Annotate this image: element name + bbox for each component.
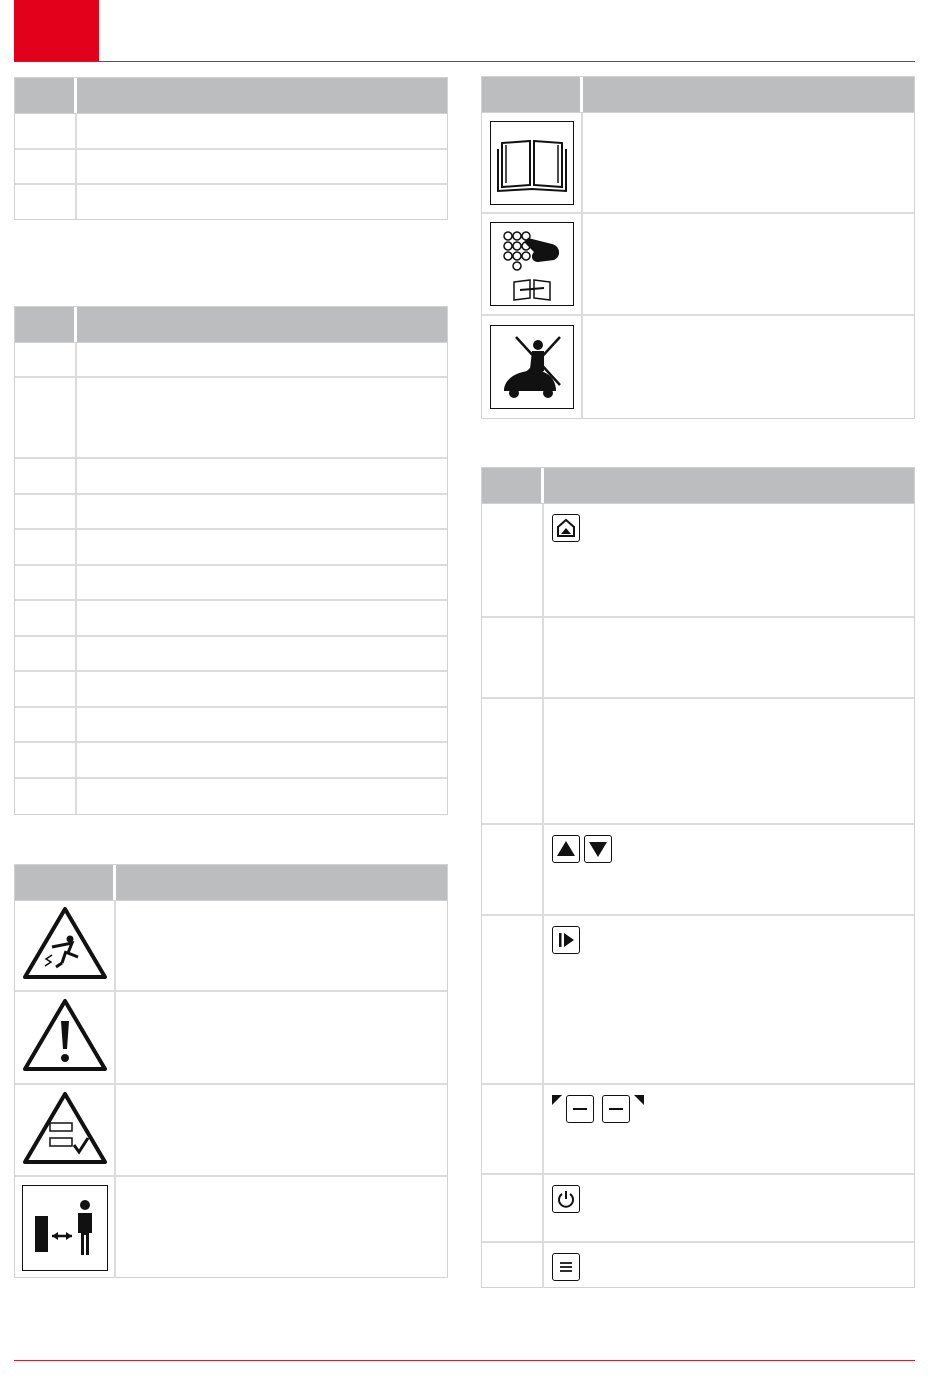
table-row: [15, 708, 447, 743]
table-2: [14, 306, 448, 815]
start-button-icon: [552, 926, 580, 954]
table-header: [15, 307, 447, 343]
table-4-product-symbols: [481, 76, 915, 419]
operators-manual-icon: [490, 121, 574, 205]
table-row: [15, 566, 447, 601]
table-row: [482, 916, 914, 1085]
table-row: [15, 150, 447, 185]
table-row: [482, 825, 914, 916]
table-header: [482, 77, 914, 113]
table-row: [482, 1175, 914, 1243]
table-row: [15, 672, 447, 708]
header-rule: [14, 61, 915, 62]
table-row: [482, 113, 914, 214]
table-row: [482, 699, 914, 825]
footer-rule: [14, 1360, 915, 1361]
table-row: [15, 992, 447, 1085]
menu-button-icon: [552, 1253, 580, 1281]
table-row: [482, 1243, 914, 1288]
keep-safe-distance-icon: [22, 1185, 108, 1271]
chapter-tab: [14, 0, 99, 62]
table-row: [15, 114, 447, 150]
table-row: [15, 1085, 447, 1177]
home-button-icon: [552, 514, 580, 542]
read-instructions-warning-icon: [22, 1090, 108, 1171]
table-1: [14, 77, 448, 220]
electrical-shock-warning-icon: [22, 905, 108, 986]
table-header: [482, 468, 914, 504]
table-row: [15, 530, 447, 566]
table-row: [482, 504, 914, 618]
table-5-control-buttons: [481, 467, 915, 1288]
table-row: [15, 779, 447, 814]
table-header: [15, 78, 447, 114]
right-selection-button-icon: [602, 1095, 630, 1123]
table-3-warning-symbols: [14, 864, 448, 1278]
do-not-ride-icon: [490, 325, 574, 409]
general-warning-icon: [22, 997, 108, 1078]
table-row: [482, 1085, 914, 1175]
arrow-down-button-icon: [584, 835, 612, 863]
table-row: [482, 618, 914, 699]
left-selection-button-icon: [566, 1095, 594, 1123]
corner-right-marker-icon: [634, 1095, 644, 1105]
table-row: [15, 185, 447, 219]
table-row: [15, 378, 447, 459]
power-button-icon: [552, 1185, 580, 1213]
pin-code-manual-icon: [490, 222, 574, 306]
table-row: [15, 901, 447, 992]
table-row: [15, 601, 447, 637]
table-row: [15, 637, 447, 672]
table-row: [482, 316, 914, 418]
table-header: [15, 865, 447, 901]
arrow-up-button-icon: [552, 835, 580, 863]
corner-left-marker-icon: [552, 1095, 562, 1105]
table-row: [15, 1177, 447, 1278]
table-row: [15, 459, 447, 495]
table-row: [15, 495, 447, 530]
table-row: [15, 743, 447, 779]
table-row: [482, 214, 914, 316]
table-row: [15, 343, 447, 378]
